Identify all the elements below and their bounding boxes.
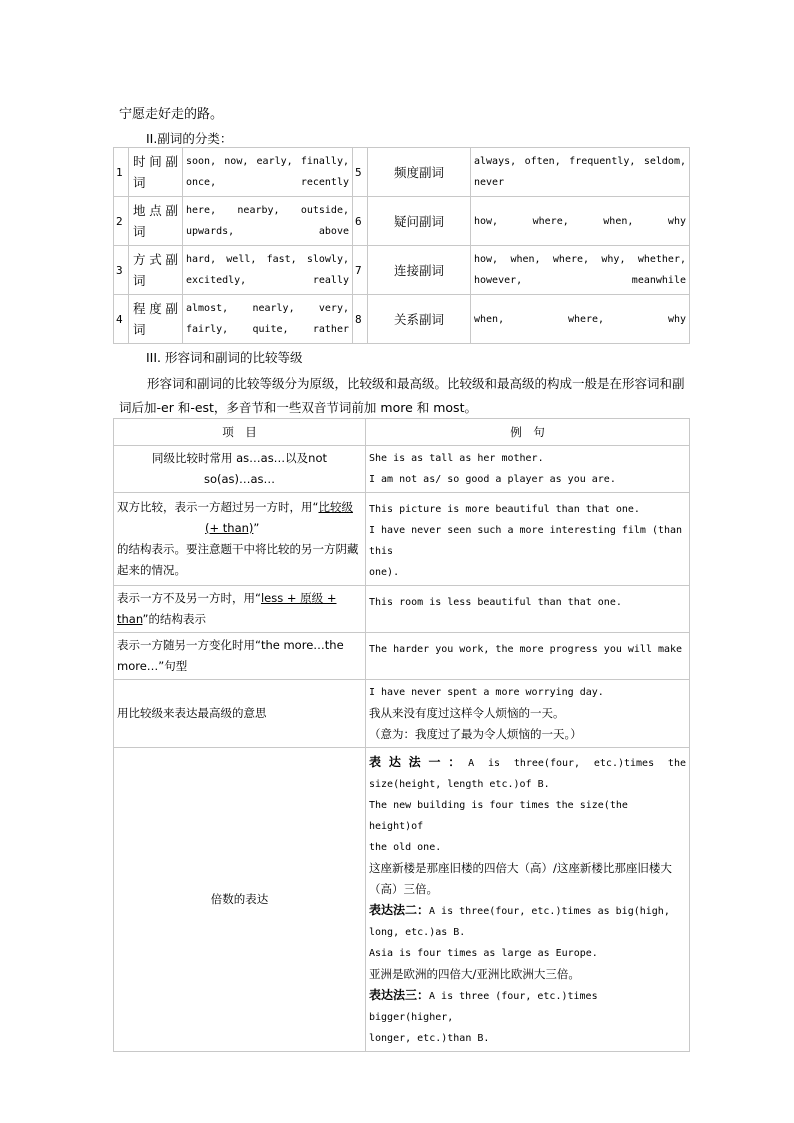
example-line: however, meanwhile — [474, 275, 686, 286]
header-item: 项 目 — [114, 419, 366, 446]
row-item — [114, 748, 366, 1052]
structure-underline: (+ than) — [205, 521, 254, 535]
row-example — [366, 680, 690, 748]
example-line: how, where, when, why — [474, 215, 686, 227]
row-item — [114, 680, 366, 748]
intro-line: 宁愿走好走的路。 — [119, 107, 224, 122]
example-line: The harder you work, the more progress you will make — [369, 644, 683, 655]
adverb-examples — [183, 295, 353, 344]
structure-underline: 比较级 — [318, 500, 353, 514]
row-number: 1 — [114, 148, 129, 197]
example-line: （高）三倍。 — [369, 882, 438, 896]
row-item-text: 同级比较时常用 as…as…以及not — [151, 451, 328, 465]
section-heading-adverb-types: II.副词的分类： — [146, 131, 233, 146]
example-line: The new building is four times the size(the height)of — [369, 800, 628, 832]
example-line: A is three(four, etc.)times as big(high, — [429, 906, 670, 917]
example-line: upwards, above — [186, 226, 349, 237]
adverb-examples — [183, 148, 353, 197]
adverb-examples — [183, 197, 353, 246]
example-line: 这座新楼是那座旧楼的四倍大（高）/这座新楼比那座旧楼大 — [369, 861, 672, 875]
adverb-examples — [471, 197, 690, 246]
adverb-type: 程度副词 — [129, 295, 183, 344]
example-line: 亚洲是欧洲的四倍大/亚洲比欧洲大三倍。 — [369, 967, 580, 981]
adverb-examples — [471, 246, 690, 295]
row-item-text: 用比较级来表达最高级的意思 — [117, 706, 267, 720]
row-item — [114, 586, 366, 633]
row-item-text: 双方比较，表示一方超过另一方时，用“ — [117, 500, 319, 514]
row-item — [114, 446, 366, 493]
adverb-type: 频度副词 — [368, 148, 471, 197]
row-item-text: so(as)…as… — [203, 472, 276, 486]
adverb-examples — [471, 148, 690, 197]
example-line: never — [474, 177, 505, 188]
row-number: 6 — [353, 197, 368, 246]
table-row — [114, 586, 690, 633]
table-row — [114, 197, 690, 246]
row-item-text: ”的结构表示 — [142, 612, 206, 626]
row-example — [366, 493, 690, 586]
row-number: 7 — [353, 246, 368, 295]
adverb-type: 关系副词 — [368, 295, 471, 344]
table-row — [114, 446, 690, 493]
example-line: I have never spent a more worrying day. — [369, 687, 604, 698]
table-header-row — [114, 419, 690, 446]
example-line: the old one. — [369, 842, 442, 853]
example-line: size(height, length etc.)of B. — [369, 779, 550, 790]
example-line: （意为：我度过了最为令人烦恼的一天。） — [369, 727, 582, 741]
row-item-text: 表示一方不及另一方时，用“ — [117, 591, 261, 605]
row-item-text: 的结构表示。要注意题干中将比较的另一方阴藏起来的情况。 — [117, 542, 359, 577]
example-line: how, when, where, why, whether, — [474, 254, 686, 265]
comparison-paragraph: 形容词和副词的比较等级分为原级，比较级和最高级。比较级和最高级的构成一般是在形容词和副词后加-er 和-est，多音节和一些双音节词前加 more 和 most。 — [119, 376, 685, 415]
row-item-text: 倍数的表达 — [210, 892, 269, 906]
example-line: almost, nearly, very, — [186, 303, 349, 314]
example-line: fairly, quite, rather — [186, 324, 349, 335]
example-line: I have never seen such a more interesting film (than this — [369, 525, 683, 557]
table-row — [114, 748, 690, 1052]
table-row — [114, 680, 690, 748]
adverb-type: 疑问副词 — [368, 197, 471, 246]
example-line: when, where, why — [474, 313, 686, 325]
method-label: 表达法三： — [369, 988, 430, 1002]
row-number: 8 — [353, 295, 368, 344]
adverb-type: 连接副词 — [368, 246, 471, 295]
example-line: She is as tall as her mother. — [369, 453, 544, 464]
row-example — [366, 633, 690, 680]
example-line: here, nearby, outside, — [186, 205, 349, 216]
row-item-text: 表示一方随另一方变化时用“the more…the — [117, 638, 344, 652]
row-number: 4 — [114, 295, 129, 344]
adverb-examples — [183, 246, 353, 295]
method-label: 表达法一： — [369, 755, 469, 769]
adverb-classification-table — [113, 147, 690, 344]
structure-underline: than — [117, 612, 143, 626]
header-example: 例 句 — [366, 419, 690, 446]
example-line: I am not as/ so good a player as you are. — [369, 474, 616, 485]
example-line: excitedly, really — [186, 275, 349, 286]
comparison-table — [113, 418, 690, 1052]
row-item — [114, 633, 366, 680]
table-row — [114, 246, 690, 295]
structure-underline: less + 原级 + — [260, 591, 337, 605]
adverb-type: 方式副词 — [129, 246, 183, 295]
row-example — [366, 748, 690, 1052]
example-line: Asia is four times as large as Europe. — [369, 948, 598, 959]
example-line: once, recently — [186, 177, 349, 188]
table-row — [114, 633, 690, 680]
row-item-text: more…”句型 — [117, 659, 188, 673]
example-line: This picture is more beautiful than that one. — [369, 504, 640, 515]
example-line: A is three(four, etc.)times the — [468, 758, 686, 769]
row-item — [114, 493, 366, 586]
table-row — [114, 493, 690, 586]
row-number: 5 — [353, 148, 368, 197]
example-line: This room is less beautiful than that one. — [369, 597, 622, 608]
example-line: A is three (four, etc.)times bigger(higher, — [369, 991, 598, 1023]
adverb-type: 地点副词 — [129, 197, 183, 246]
adverb-type: 时间副词 — [129, 148, 183, 197]
example-line: long, etc.)as B. — [369, 927, 466, 938]
example-line: soon, now, early, finally, — [186, 156, 349, 167]
example-line: hard, well, fast, slowly, — [186, 254, 349, 265]
row-example — [366, 446, 690, 493]
row-example — [366, 586, 690, 633]
adverb-examples — [471, 295, 690, 344]
row-number: 3 — [114, 246, 129, 295]
example-line: longer, etc.)than B. — [369, 1033, 490, 1044]
example-line: 我从来没有度过这样令人烦恼的一天。 — [369, 706, 565, 720]
example-line: always, often, frequently, seldom, — [474, 156, 686, 167]
row-number: 2 — [114, 197, 129, 246]
section-heading-comparison: III. 形容词和副词的比较等级 — [146, 350, 303, 365]
method-label: 表达法二： — [369, 903, 430, 917]
table-row — [114, 295, 690, 344]
example-line: one). — [369, 567, 400, 578]
row-item-text: ” — [253, 521, 260, 535]
table-row — [114, 148, 690, 197]
